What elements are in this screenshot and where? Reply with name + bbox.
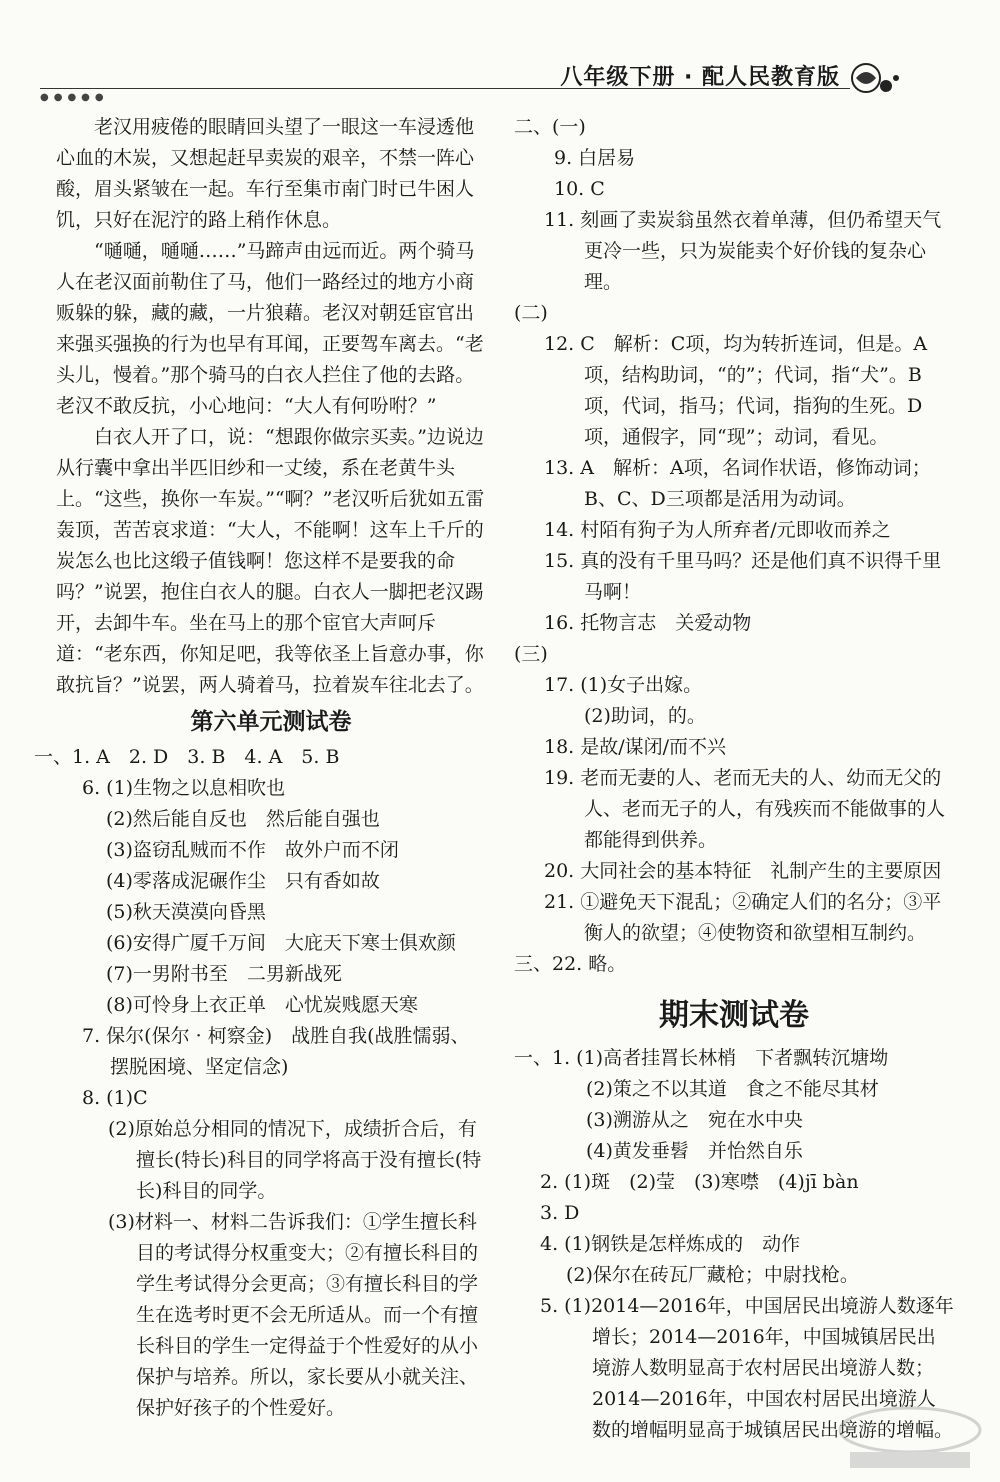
- passage-paragraph: “嗵嗵，嗵嗵……”马蹄声由远而近。两个骑马人在老汉面前勒住了马，他们一路经过的地方小商贩躲的躲，藏的藏，一片狼藉。老汉对朝廷宦官出来强买强换的行为也早有耳闻，正要驾车离去。“老头儿，慢着。”那个骑马的白衣人拦住了他的去路。老汉不敢反抗，小心地问：“大人有何吩咐？”: [56, 240, 484, 417]
- answer-20: 20. 大同社会的基本特征 礼制产生的主要原因: [544, 860, 942, 882]
- final-answer-1-item: (4)黄发垂髫 并怡然自乐: [586, 1140, 803, 1162]
- header-dots: ●●●●●: [40, 92, 109, 103]
- watermark-logo-icon: [830, 1400, 990, 1480]
- answer-q6-item: (3)盗窃乱贼而不作 故外户而不闭: [106, 839, 399, 861]
- page-header-title: 八年级下册 · 配人民教育版: [560, 65, 840, 90]
- final-answer-5: 5. (1)2014—2016年，中国居民出境游人数逐年增长；2014—2016年，中国城镇居民出境游人数明显高于农村居民出境游人数；2014—2016年，中国农村居民出境游人数的增幅明显高于城镇居民出境游的增幅。: [540, 1295, 954, 1441]
- final-answer-4-1: 4. (1)钢铁是怎样炼成的 动作: [540, 1233, 801, 1255]
- answer-q6-item: (7)一男附书至 二男新战死: [106, 963, 342, 985]
- section-title-unit6: 第六单元测试卷: [190, 709, 352, 735]
- sub-heading-2: (二): [514, 302, 548, 324]
- answer-q6-item: (4)零落成泥碾作尘 只有香如故: [106, 870, 380, 892]
- answer-q6-item: (2)然后能自反也 然后能自强也: [106, 808, 380, 830]
- final-answer-4-2: (2)保尔在砖瓦厂藏枪；中尉找枪。: [566, 1264, 859, 1286]
- answer-10: 10. C: [554, 178, 605, 200]
- left-column: [34, 112, 486, 1424]
- answer-15: 15. 真的没有千里马吗？还是他们真不识得千里马啊！: [544, 550, 942, 603]
- answer-14: 14. 村陌有狗子为人所弃者/元即收而养之: [544, 519, 891, 541]
- answer-q6-item: (5)秋天漠漠向昏黑: [106, 901, 266, 923]
- final-answer-3: 3. D: [540, 1202, 580, 1224]
- final-answer-1: 一、1. (1)高者挂罥长林梢 下者飘转沉塘坳: [514, 1047, 889, 1069]
- answer-17-1: 17. (1)女子出嫁。: [544, 674, 703, 696]
- right-column: [514, 112, 954, 1446]
- section-title-final: 期末测试卷: [659, 998, 809, 1033]
- answer-16: 16. 托物言志 关爱动物: [544, 612, 752, 634]
- answer-17-2: (2)助词，的。: [584, 705, 706, 727]
- final-answer-2: 2. (1)斑 (2)莹 (3)寒噤 (4)jī bàn: [540, 1171, 859, 1193]
- passage-paragraph: 白衣人开了口，说：“想跟你做宗买卖。”边说边从行囊中拿出半匹旧纱和一丈绫，系在老黄牛头上。“这些，换你一车炭。”“啊？”老汉听后犹如五雷轰顶，苦苦哀求道：“大人，不能啊！这车上千斤的炭怎么也比这缎子值钱啊！您这样不是要我的命吗？”说罢，抱住白衣人的腿。白衣人一脚把老汉踢开，去卸牛车。坐在马上的那个宦官大声呵斥道：“老东西，你知足吧，我等依圣上旨意办事，你敢抗旨？”说罢，两人骑着马，拉着炭车往北去了。: [56, 426, 485, 696]
- final-answer-1-item: (3)溯游从之 宛在水中央: [586, 1109, 803, 1131]
- answer-q8-2: (2)原始总分相同的情况下，成绩折合后，有擅长(特长)科目的同学将高于没有擅长(特长)科目的同学。: [108, 1118, 482, 1202]
- answer-q8: 8. (1)C: [82, 1087, 148, 1109]
- answer-q6: 6. (1)生物之以息相吹也: [82, 777, 286, 799]
- answer-q7: 7. 保尔(保尔 · 柯察金) 战胜自我(战胜懦弱、摆脱困境、坚定信念): [82, 1025, 470, 1078]
- answer-q8-3: (3)材料一、材料二告诉我们：①学生擅长科目的考试得分权重变大；②有擅长科目的学生考试得分会更高；③有擅长科目的学生在选考时更不会无所适从。而一个有擅长科目的学生一定得益于个性爱好的从小保护与培养。所以，家长要从小就关注、保护好孩子的个性爱好。: [108, 1211, 479, 1419]
- answer-21: 21. ①避免天下混乱；②确定人们的名分；③平衡人的欲望；④使物资和欲望相互制约。: [544, 891, 942, 944]
- answer-q1-5: 一、1. A 2. D 3. B 4. A 5. B: [34, 746, 340, 768]
- publisher-logo-icon: [846, 58, 906, 98]
- answer-11: 11. 刻画了卖炭翁虽然衣着单薄，但仍希望天气更冷一些，只为炭能卖个好价钱的复杂心理。: [544, 209, 942, 293]
- answer-18: 18. 是故/谋闭/而不兴: [544, 736, 727, 758]
- answer-q6-item: (6)安得广厦千万间 大庇天下寒士俱欢颜: [106, 932, 456, 954]
- answer-19: 19. 老而无妻的人、老而无夫的人、幼而无父的人、老而无子的人，有残疾而不能做事的人都能得到供养。: [544, 767, 946, 851]
- sub-heading-3: (三): [514, 643, 548, 665]
- answer-q6-item: (8)可怜身上衣正单 心忧炭贱愿天寒: [106, 994, 418, 1016]
- part2-heading: 二、(一): [514, 116, 586, 138]
- answer-22: 三、22. 略。: [514, 953, 627, 975]
- final-answer-1-item: (2)策之不以其道 食之不能尽其材: [586, 1078, 879, 1100]
- answer-9: 9. 白居易: [554, 147, 636, 169]
- passage-paragraph: 老汉用疲倦的眼睛回头望了一眼这一车浸透他心血的木炭，又想起赶早卖炭的艰辛，不禁一阵心酸，眉头紧皱在一起。车行至集市南门时已牛困人饥，只好在泥泞的路上稍作休息。: [56, 116, 475, 231]
- answer-12: 12. C 解析：C项，均为转折连词，但是。A项，结构助词，“的”；代词，指“犬”。B项，代词，指马；代词，指狗的生死。D项，通假字，同“现”；动词，看见。: [544, 333, 928, 448]
- answer-13: 13. A 解析：A项，名词作状语，修饰动词；B、C、D三项都是活用为动词。: [544, 457, 931, 510]
